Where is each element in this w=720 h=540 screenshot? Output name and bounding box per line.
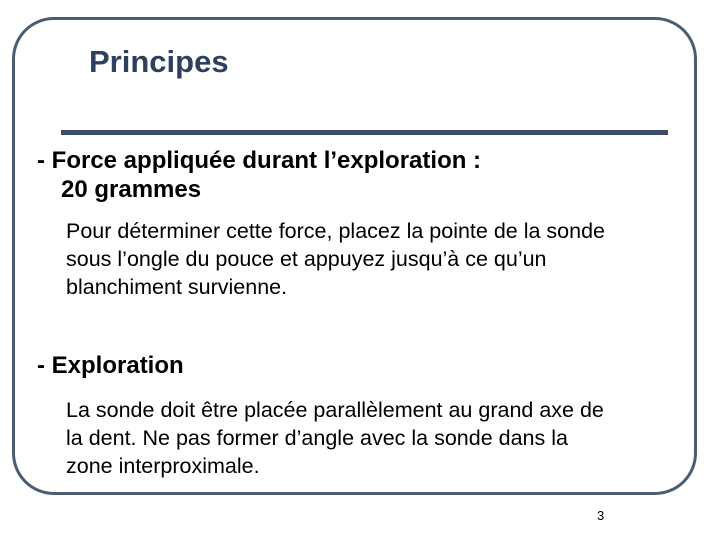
page-number: 3 xyxy=(597,508,605,523)
body-line: blanchiment survienne. xyxy=(66,275,288,299)
body-line: Pour déterminer cette force, placez la pointe de la sonde xyxy=(66,219,606,243)
section-heading-exploration: - Exploration xyxy=(37,352,184,379)
slide-title: Principes xyxy=(89,44,229,79)
section-body-force xyxy=(66,217,706,301)
body-line: La sonde doit être placée parallèlement au grand axe de xyxy=(66,398,604,422)
body-line: la dent. Ne pas former d’angle avec la sonde dans la xyxy=(66,426,568,450)
title-divider xyxy=(61,130,668,135)
body-line: zone interproximale. xyxy=(66,454,260,478)
body-line: sous l’ongle du pouce et appuyez jusqu’à ce qu’un xyxy=(66,247,547,271)
section-heading-force-line1: - Force appliquée durant l’exploration : xyxy=(37,147,482,174)
section-heading-force xyxy=(37,146,481,204)
section-body-exploration xyxy=(66,396,706,480)
section-heading-force-line2: 20 grammes xyxy=(61,176,202,203)
